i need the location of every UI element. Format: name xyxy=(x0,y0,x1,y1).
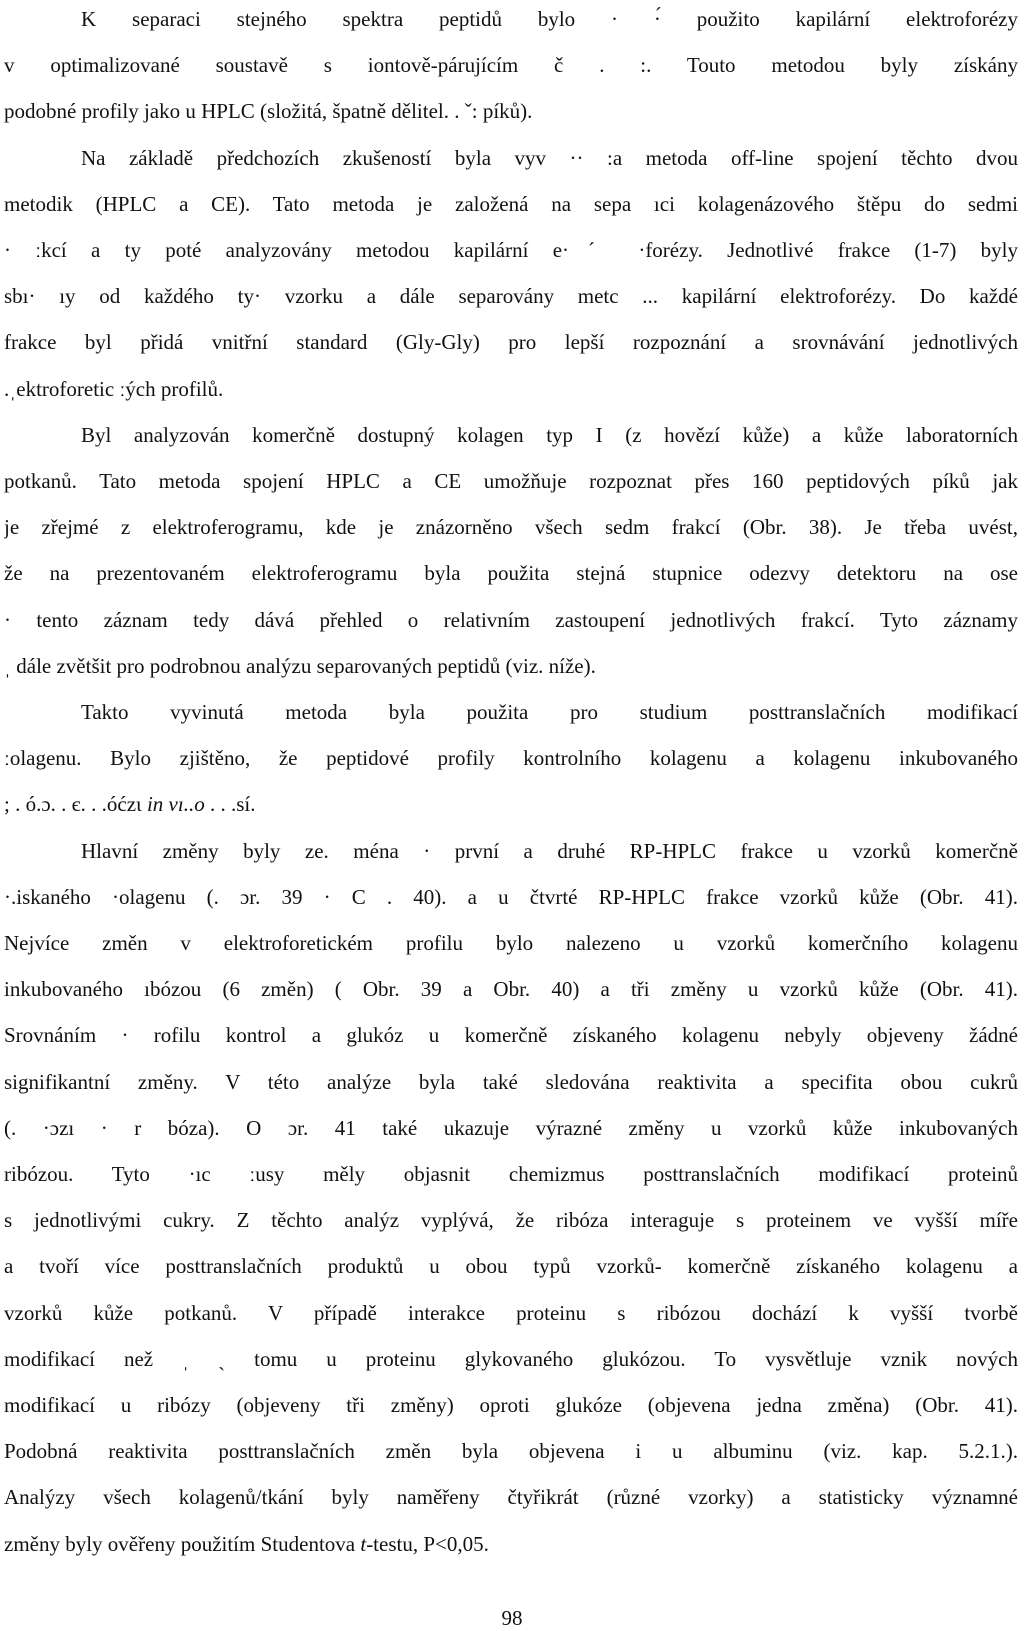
text-line xyxy=(4,376,1018,402)
text-line xyxy=(4,884,1018,910)
text-line xyxy=(4,191,1018,217)
text-run: .ˌektroforetic ːých profilů. xyxy=(4,376,224,401)
text-run: ːolagenu. Bylo zjištěno, že peptidové profily kontrolního kolagenu a kolagenu inkubovaného xyxy=(4,746,1018,771)
text-line xyxy=(4,1531,1018,1557)
text-run: Byl analyzován komerčně dostupný kolagen typ I (z hovězí kůže) a kůže laboratorních xyxy=(81,422,1018,447)
text-run: je zřejmé z elektroferogramu, kde je znázorněno všech sedm frakcí (Obr. 38). Je třeba uvést, xyxy=(4,515,1018,540)
text-line xyxy=(4,468,1018,494)
text-line xyxy=(4,1392,1018,1418)
text-run: Analýzy všech kolagenů/tkání byly naměřeny čtyřikrát (různé vzorky) a statisticky významné xyxy=(4,1485,1018,1510)
text-line xyxy=(4,283,1018,309)
text-line xyxy=(4,52,1018,78)
text-line xyxy=(4,1253,1018,1279)
text-line xyxy=(4,1438,1018,1464)
text-run: ˌ dále zvětšit pro podrobnou analýzu separovaných peptidů (viz. níže). xyxy=(4,653,596,678)
text-run: · tento záznam tedy dává přehled o relativním zastoupení jednotlivých frakcí. Tyto záznamy xyxy=(4,607,1018,632)
text-line xyxy=(81,6,1018,32)
text-run: Na základě předchozích zkušeností byla vyv ·· :a metoda off-line spojení těchto dvou xyxy=(81,145,1018,170)
text-line xyxy=(81,838,1018,864)
text-run: modifikací než ˌ ˏ tomu u proteinu glykovaného glukózou. To vysvětluje vznik nových xyxy=(4,1346,1018,1371)
text-run: ribózou. Tyto ·ıc ːusy měly objasnit chemizmus posttranslačních modifikací proteinů xyxy=(4,1162,1018,1186)
text-line xyxy=(4,1022,1018,1048)
text-run: s jednotlivými cukry. Z těchto analýz vyplývá, že ribóza interaguje s proteinem ve vyšší míře xyxy=(4,1208,1018,1233)
text-line xyxy=(81,699,1018,725)
text-run: potkanů. Tato metoda spojení HPLC a CE umožňuje rozpoznat přes 160 peptidových píků jak xyxy=(4,469,1018,493)
text-run: Nejvíce změn v elektroforetickém profilu bylo nalezeno u vzorků komerčního kolagenu xyxy=(4,931,1018,955)
text-line xyxy=(81,145,1018,171)
text-run: Podobná reaktivita posttranslačních změn byla objevena i u albuminu (viz. kap. 5.2.1.). xyxy=(4,1439,1018,1464)
text-run: vzorků kůže potkanů. V případě interakce proteinu s ribózou dochází k vyšší tvorbě xyxy=(4,1300,1018,1325)
text-line xyxy=(4,1115,1018,1141)
text-run: sbı· ıy od každého ty· vzorku a dále separovány metc ... kapilární elektroforézy. Do každé xyxy=(4,284,1018,309)
text-line xyxy=(4,653,1018,679)
text-line xyxy=(4,1484,1018,1510)
text-line xyxy=(4,791,1018,817)
text-run: ; . ó.ɔ. . є. . .óćzι xyxy=(4,792,147,817)
text-line xyxy=(4,514,1018,540)
text-line xyxy=(4,560,1018,586)
italic-text: t xyxy=(360,1531,367,1556)
text-run: inkubovaného ıbózou (6 změn) ( Obr. 39 a Obr. 40) a tři změny u vzorků kůže (Obr. 41). xyxy=(4,977,1018,1002)
text-line xyxy=(4,237,1018,263)
text-line xyxy=(4,930,1018,956)
text-run: . . .sí. xyxy=(204,792,256,817)
text-line xyxy=(4,329,1018,355)
text-run: že na prezentovaném elektroferogramu byla použita stejná stupnice odezvy detektoru na ose xyxy=(4,561,1018,586)
italic-text: in vı..o xyxy=(146,792,205,817)
text-line xyxy=(4,607,1018,633)
text-line xyxy=(4,976,1018,1002)
text-run: modifikací u ribózy (objeveny tři změny) oproti glukóze (objevena jedna změna) (Obr. 41). xyxy=(4,1393,1018,1417)
text-line xyxy=(81,422,1018,448)
text-run: změny byly ověřeny použitím Studentova xyxy=(4,1531,361,1556)
text-run: ·.iskaného ·olagenu (. ɔr. 39 · C . 40). a u čtvrté RP-HPLC frakce vzorků kůže (Obr. 41). xyxy=(4,884,1018,909)
text-line xyxy=(4,1346,1018,1372)
text-line xyxy=(4,745,1018,771)
text-run: signifikantní změny. V této analýze byla také sledována reaktivita a specifita obou cukrů xyxy=(4,1069,1018,1094)
text-run: frakce byl přidá vnitřní standard (Gly-Gly) pro lepší rozpoznání a srovnávání jednotlivých xyxy=(4,330,1018,355)
text-run: a tvoří více posttranslačních produktů u obou typů vzorků- komerčně získaného kolagenu a xyxy=(4,1254,1018,1279)
text-run: podobné profily jako u HPLC (složitá, špatně dělitel. . ˇ: píků). xyxy=(4,99,533,124)
text-run: Srovnáním · rofilu kontrol a glukóz u komerčně získaného kolagenu nebyly objeveny žádné xyxy=(4,1023,1018,1048)
text-run: -testu, P<0,05. xyxy=(366,1531,489,1556)
text-run: K separaci stejného spektra peptidů bylo · ·́ použito kapilární elektroforézy xyxy=(81,7,1018,31)
text-line xyxy=(4,1161,1018,1187)
text-run: v optimalizované soustavě s iontově-párujícím č . :. Touto metodou byly získány xyxy=(4,53,1018,78)
text-line xyxy=(4,1207,1018,1233)
text-line xyxy=(4,1300,1018,1326)
text-run: metodik (HPLC a CE). Tato metoda je založená na sepa ıci kolagenázového štěpu do sedmi xyxy=(4,191,1018,216)
text-run: · ːkcí a ty poté analyzovány metodou kapilární e·ˊ ·forézy. Jednotlivé frakce (1-7) byly xyxy=(4,238,1018,262)
page-number: 98 xyxy=(501,1606,523,1630)
text-run: Hlavní změny byly ze. ména · první a druhé RP-HPLC frakce u vzorků komerčně xyxy=(81,838,1018,863)
text-run: Takto vyvinutá metoda byla použita pro studium posttranslačních modifikací xyxy=(81,700,1018,724)
text-line xyxy=(4,98,1018,124)
text-run: (. ·ɔzı · r bóza). O ɔr. 41 také ukazuje výrazné změny u vzorků kůže inkubovaných xyxy=(4,1115,1018,1140)
text-line xyxy=(4,1069,1018,1095)
